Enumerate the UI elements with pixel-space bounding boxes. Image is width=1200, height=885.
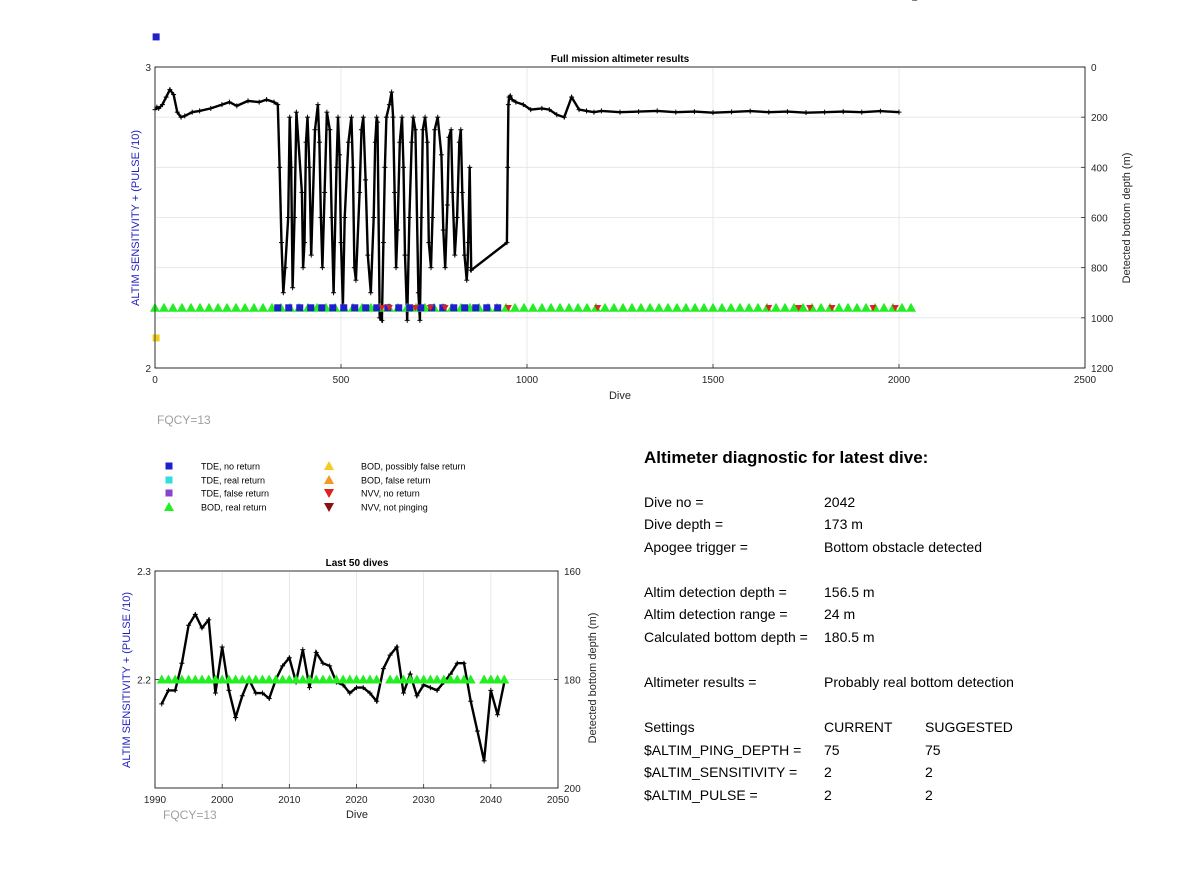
- diag-label-altimeter-results: Altimeter results =: [644, 674, 757, 690]
- diag-label-altim-detection-depth: Altim detection depth =: [644, 584, 787, 600]
- setting-label-ping-depth: $ALTIM_PING_DEPTH =: [644, 742, 802, 758]
- legend-label: NVV, not pinging: [361, 502, 428, 513]
- last-50-dives-chart: [121, 558, 599, 822]
- setting-current-pulse: 2: [824, 787, 832, 803]
- diag-value-altim-detection-range: 24 m: [824, 606, 856, 622]
- x-tick-label: 0: [152, 375, 158, 386]
- right-y-tick-label: 800: [1091, 263, 1108, 275]
- tde-no-return-marker: [483, 304, 490, 311]
- legend-triangle-icon: [324, 475, 334, 484]
- tde-no-return-marker: [461, 304, 468, 311]
- left-y-tick-label: 2.3: [137, 567, 151, 578]
- legend-label: TDE, no return: [201, 461, 261, 472]
- full-mission-chart: [130, 0, 1133, 427]
- x-tick-label: 2000: [211, 795, 234, 806]
- setting-label-pulse: $ALTIM_PULSE =: [644, 787, 758, 803]
- tde-marker: [153, 33, 160, 40]
- setting-suggested-ping-depth: 75: [925, 742, 941, 758]
- right-y-tick-label: 1200: [1091, 364, 1114, 375]
- diagnostic-panel: [644, 448, 1014, 803]
- diag-value-altim-detection-depth: 156.5 m: [824, 584, 875, 600]
- legend-label: BOD, false return: [361, 475, 431, 486]
- top-fqcy-label: FQCY=13: [157, 413, 211, 427]
- tde-no-return-marker: [285, 304, 292, 311]
- bottom-left-y-axis-label: ALTIM SENSITIVITY + (PULSE /10): [121, 592, 133, 768]
- top-left-y-axis-label: ALTIM SENSITIVITY + (PULSE /10): [130, 130, 142, 306]
- bottom-x-axis-label: Dive: [345, 809, 369, 821]
- setting-suggested-pulse: 2: [925, 787, 933, 803]
- tde-no-return-marker: [318, 304, 325, 311]
- x-tick-label: 2040: [479, 795, 502, 806]
- diag-value-altimeter-results: Probably real bottom detection: [824, 674, 1014, 690]
- x-tick-label: 2000: [887, 375, 911, 386]
- bottom-fqcy-label: FQCY=13: [163, 808, 217, 822]
- tde-no-return-marker: [351, 304, 358, 311]
- right-y-tick-label: 200: [564, 784, 581, 795]
- legend-label: TDE, real return: [201, 475, 266, 486]
- right-y-tick-label: 200: [1091, 113, 1108, 125]
- legend-label: TDE, false return: [201, 488, 270, 499]
- tde-no-return-marker: [274, 304, 281, 311]
- legend-label: BOD, real return: [201, 502, 267, 513]
- legend-triangle-icon: [324, 503, 334, 512]
- top-chart-title: Full mission altimeter results: [550, 54, 690, 65]
- right-y-tick-label: 160: [564, 567, 581, 578]
- legend-triangle-icon: [324, 489, 334, 498]
- legend-triangle-icon: [324, 461, 334, 470]
- diag-value-calculated-bottom-depth: 180.5 m: [824, 629, 875, 645]
- diag-label-calculated-bottom-depth: Calculated bottom depth =: [644, 629, 808, 645]
- legend-triangle-icon: [164, 502, 174, 511]
- bottom-chart-title: Last 50 dives: [325, 558, 389, 569]
- left-y-tick-label: 3: [145, 63, 151, 74]
- diag-label-dive-no: Dive no =: [644, 494, 704, 510]
- setting-current-ping-depth: 75: [824, 742, 840, 758]
- legend-label: BOD, possibly false return: [361, 461, 466, 472]
- x-tick-label: 500: [332, 375, 350, 386]
- legend-label: NVV, no return: [361, 488, 420, 499]
- legend: [164, 461, 466, 513]
- tde-no-return-marker: [329, 304, 336, 311]
- x-tick-label: 1990: [143, 795, 167, 806]
- right-y-tick-label: 600: [1091, 213, 1108, 225]
- legend-square-icon: [166, 490, 173, 497]
- diag-value-dive-no: 2042: [824, 494, 856, 510]
- x-tick-label: 2500: [1073, 375, 1097, 386]
- left-y-tick-label: 2: [145, 364, 151, 375]
- tde-no-return-marker: [450, 304, 457, 311]
- tde-no-return-marker: [362, 304, 369, 311]
- settings-header-suggested: SUGGESTED: [925, 719, 1013, 735]
- tde-no-return-marker: [307, 304, 314, 311]
- tde-no-return-marker: [472, 304, 479, 311]
- setting-current-sensitivity: 2: [824, 764, 832, 780]
- x-tick-label: 2030: [412, 795, 435, 806]
- bottom-right-y-axis-label: Detected bottom depth (m): [587, 612, 599, 744]
- setting-suggested-sensitivity: 2: [925, 764, 933, 780]
- tde-no-return-marker: [340, 304, 347, 311]
- bod-possibly-false-marker: [153, 334, 160, 341]
- diagnostic-title: Altimeter diagnostic for latest dive:: [644, 448, 929, 467]
- right-y-tick-label: 1000: [1091, 313, 1114, 325]
- x-tick-label: 2020: [345, 795, 368, 806]
- right-y-tick-label: 400: [1091, 163, 1108, 175]
- diag-value-dive-depth: 173 m: [824, 516, 863, 532]
- tde-no-return-marker: [494, 304, 501, 311]
- x-tick-label: 1500: [701, 375, 725, 386]
- x-tick-label: 1000: [515, 375, 539, 386]
- legend-square-icon: [166, 463, 173, 470]
- tde-no-return-marker: [296, 304, 303, 311]
- right-y-tick-label: 180: [564, 675, 581, 687]
- left-y-tick-label: 2.2: [137, 675, 151, 687]
- x-tick-label: 2050: [546, 795, 570, 806]
- settings-header-label: Settings: [644, 719, 695, 735]
- x-tick-label: 2010: [278, 795, 301, 806]
- top-right-y-axis-label: Detected bottom depth (m): [1121, 152, 1133, 284]
- setting-label-sensitivity: $ALTIM_SENSITIVITY =: [644, 764, 798, 780]
- settings-header-current: CURRENT: [824, 719, 893, 735]
- diag-label-altim-detection-range: Altim detection range =: [644, 606, 788, 622]
- diag-value-apogee-trigger: Bottom obstacle detected: [824, 539, 982, 555]
- right-y-tick-label: 0: [1091, 63, 1097, 74]
- top-x-axis-label: Dive: [608, 390, 632, 402]
- diag-label-dive-depth: Dive depth =: [644, 516, 723, 532]
- diag-label-apogee-trigger: Apogee trigger =: [644, 539, 748, 555]
- legend-square-icon: [166, 477, 173, 484]
- tde-no-return-marker: [395, 304, 402, 311]
